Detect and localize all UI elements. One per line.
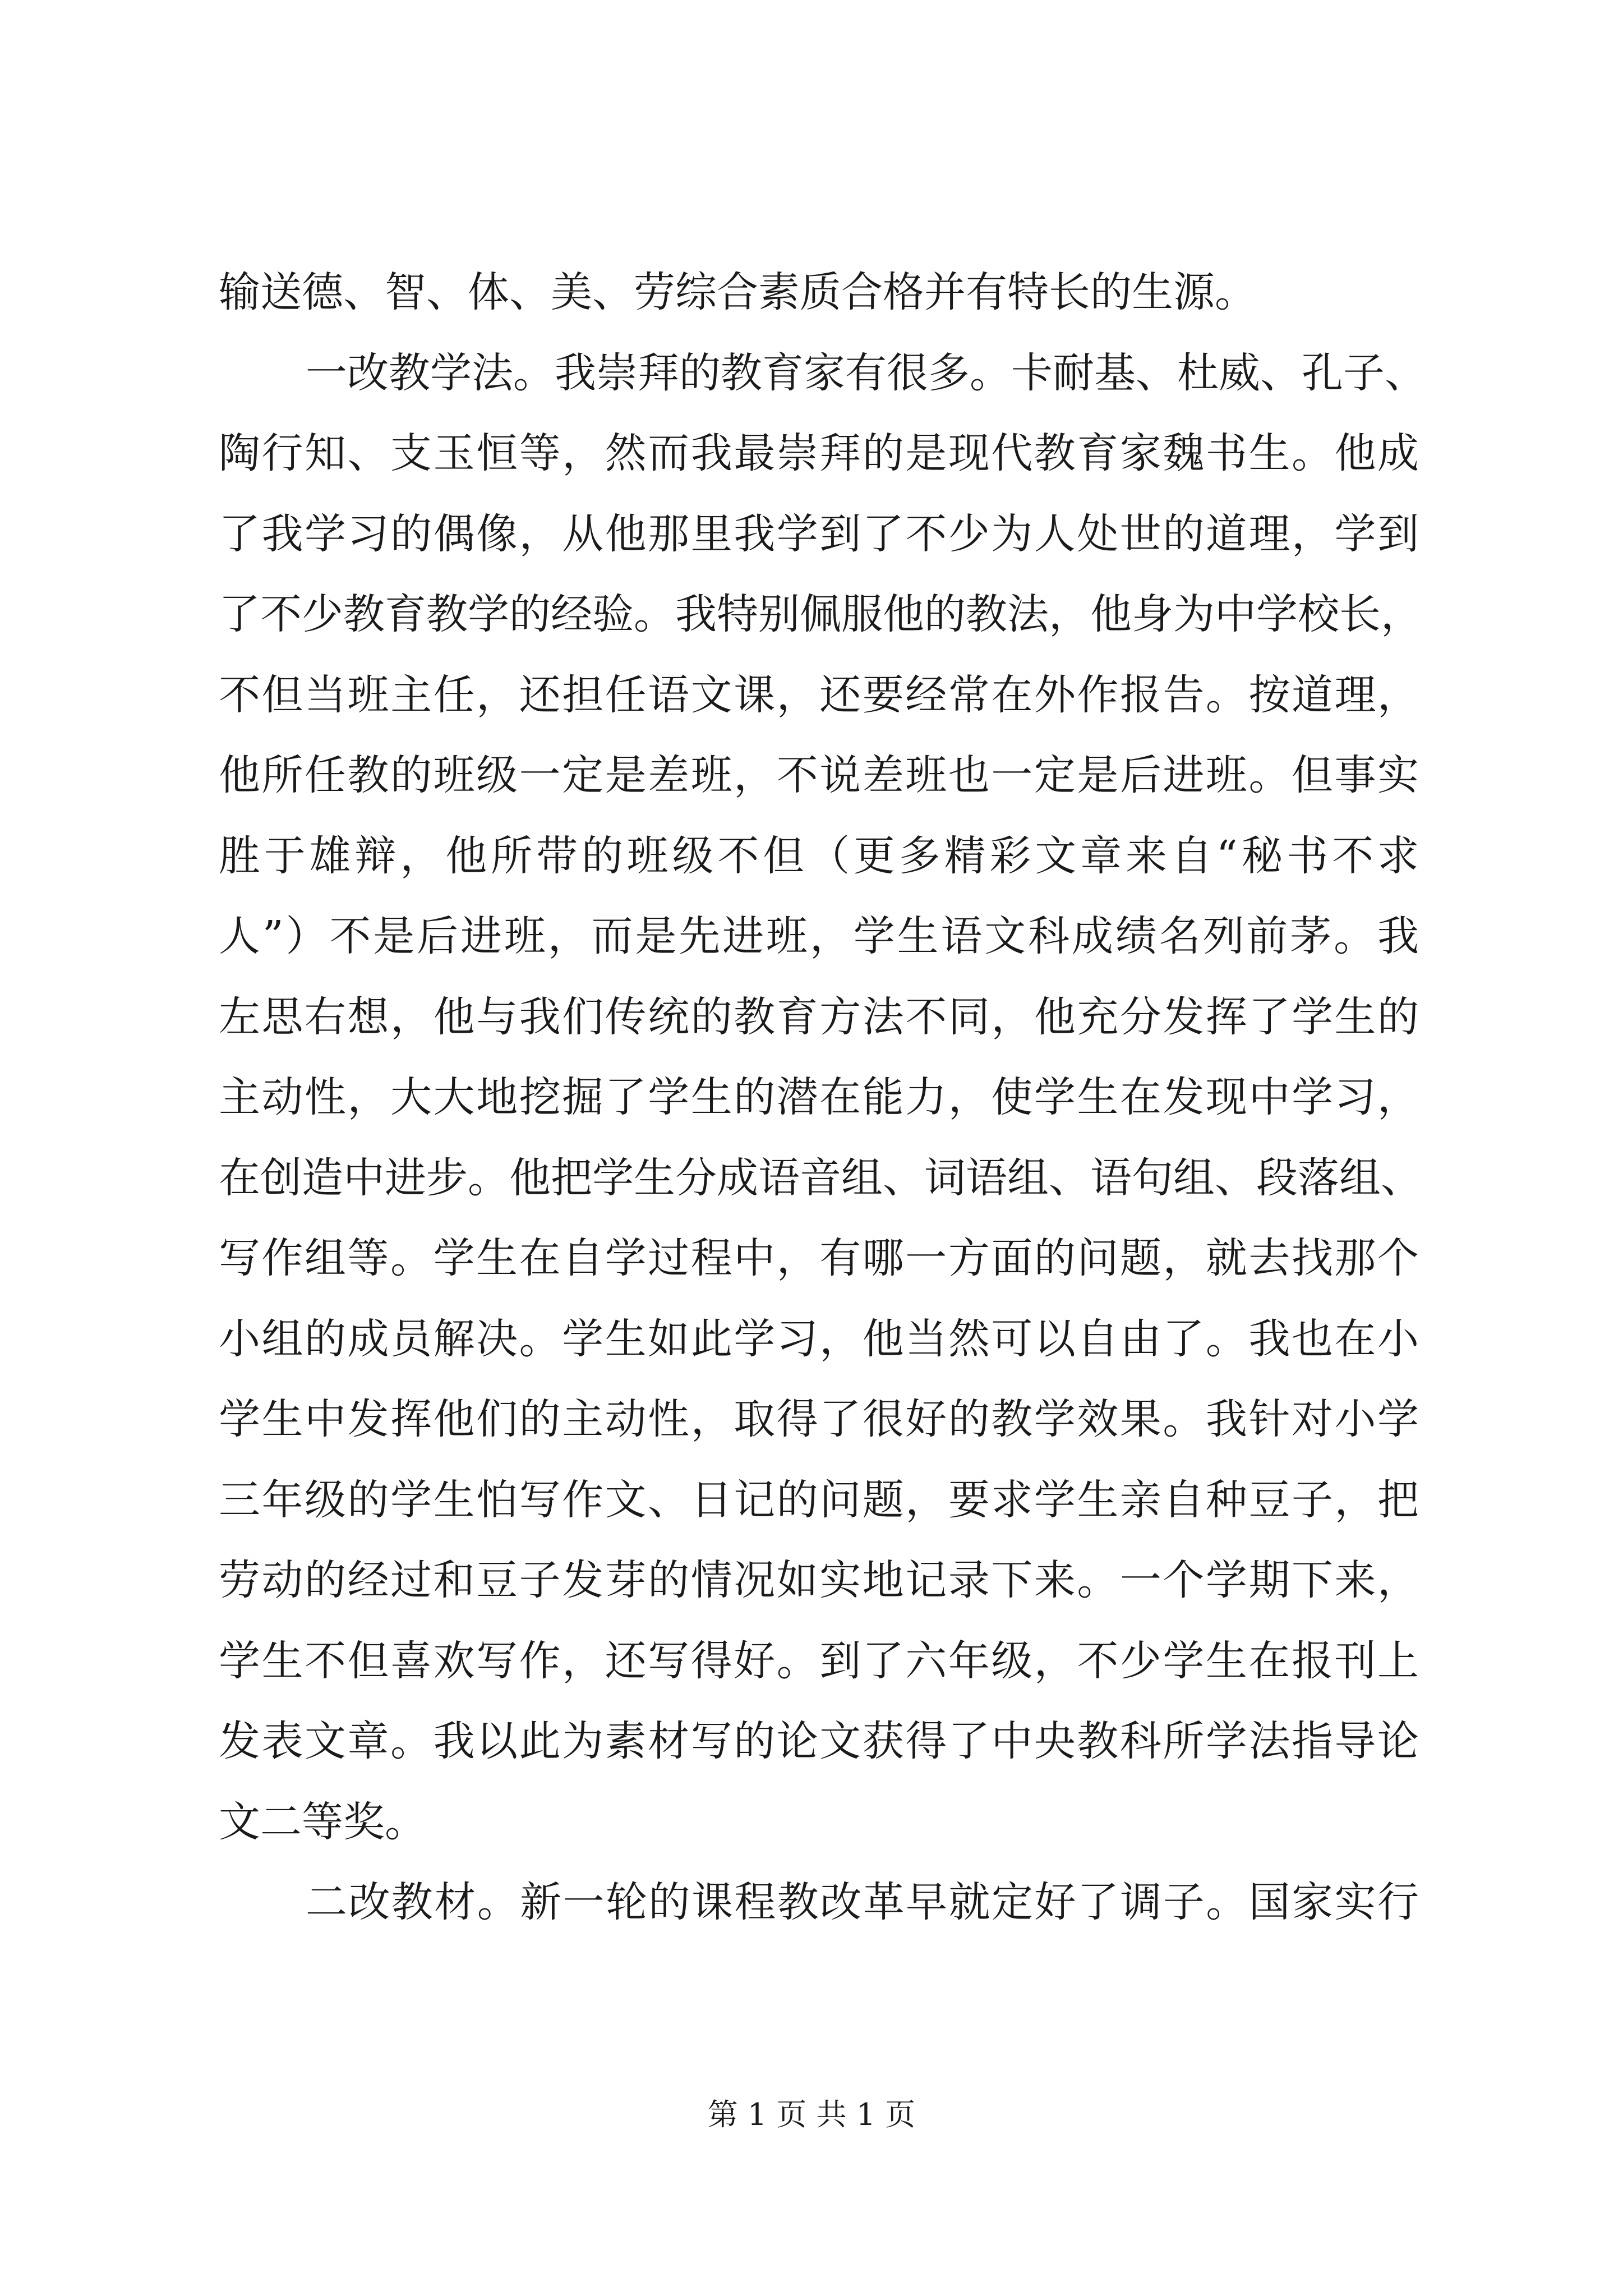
text-line: 劳动的经过和豆子发芽的情况如实地记录下来。一个学期下来， bbox=[219, 1556, 1419, 1604]
text-line: 他所任教的班级一定是差班，不说差班也一定是后进班。但事实 bbox=[219, 751, 1419, 799]
text-line: 在创造中进步。他把学生分成语音组、词语组、语句组、段落组、 bbox=[219, 1153, 1422, 1202]
text-line: 陶行知、支玉恒等，然而我最崇拜的是现代教育家魏书生。他成 bbox=[219, 429, 1419, 477]
text-line: 文二等奖。 bbox=[219, 1797, 426, 1846]
text-line: 不但当班主任，还担任语文课，还要经常在外作报告。按道理， bbox=[219, 670, 1419, 719]
text-line: 主动性，大大地挖掘了学生的潜在能力，使学生在发现中学习， bbox=[219, 1073, 1419, 1121]
text-line: 人”）不是后进班，而是先进班，学生语文科成绩名列前茅。我 bbox=[219, 912, 1419, 960]
text-line: 学生不但喜欢写作，还写得好。到了六年级，不少学生在报刊上 bbox=[219, 1636, 1419, 1685]
text-line: 发表文章。我以此为素材写的论文获得了中央教科所学法指导论 bbox=[219, 1717, 1419, 1765]
text-line: 左思右想，他与我们传统的教育方法不同，他充分发挥了学生的 bbox=[219, 992, 1419, 1041]
text-line: 三年级的学生怕写作文、日记的问题，要求学生亲自种豆子，把 bbox=[219, 1475, 1419, 1524]
text-line: 小组的成员解决。学生如此学习，他当然可以自由了。我也在小 bbox=[219, 1314, 1419, 1363]
page-footer: 第 1 页 共 1 页 bbox=[707, 2097, 916, 2132]
text-line: 写作组等。学生在自学过程中，有哪一方面的问题，就去找那个 bbox=[219, 1234, 1419, 1282]
body-text bbox=[219, 252, 1426, 1943]
text-line: 一改教学法。我崇拜的教育家有很多。卡耐基、杜威、孔子、 bbox=[306, 348, 1426, 397]
text-line: 胜于雄辩，他所带的班级不但（更多精彩文章来自“秘书不求 bbox=[219, 831, 1419, 880]
text-line: 了不少教育教学的经验。我特别佩服他的教法，他身为中学校长， bbox=[219, 590, 1422, 638]
text-line: 输送德、智、体、美、劳综合素质合格并有特长的生源。 bbox=[219, 268, 1256, 316]
text-line: 了我学习的偶像，从他那里我学到了不少为人处世的道理，学到 bbox=[219, 509, 1419, 558]
text-line: 二改教材。新一轮的课程教改革早就定好了调子。国家实行 bbox=[306, 1878, 1419, 1926]
text-line: 学生中发挥他们的主动性，取得了很好的教学效果。我针对小学 bbox=[219, 1395, 1419, 1443]
